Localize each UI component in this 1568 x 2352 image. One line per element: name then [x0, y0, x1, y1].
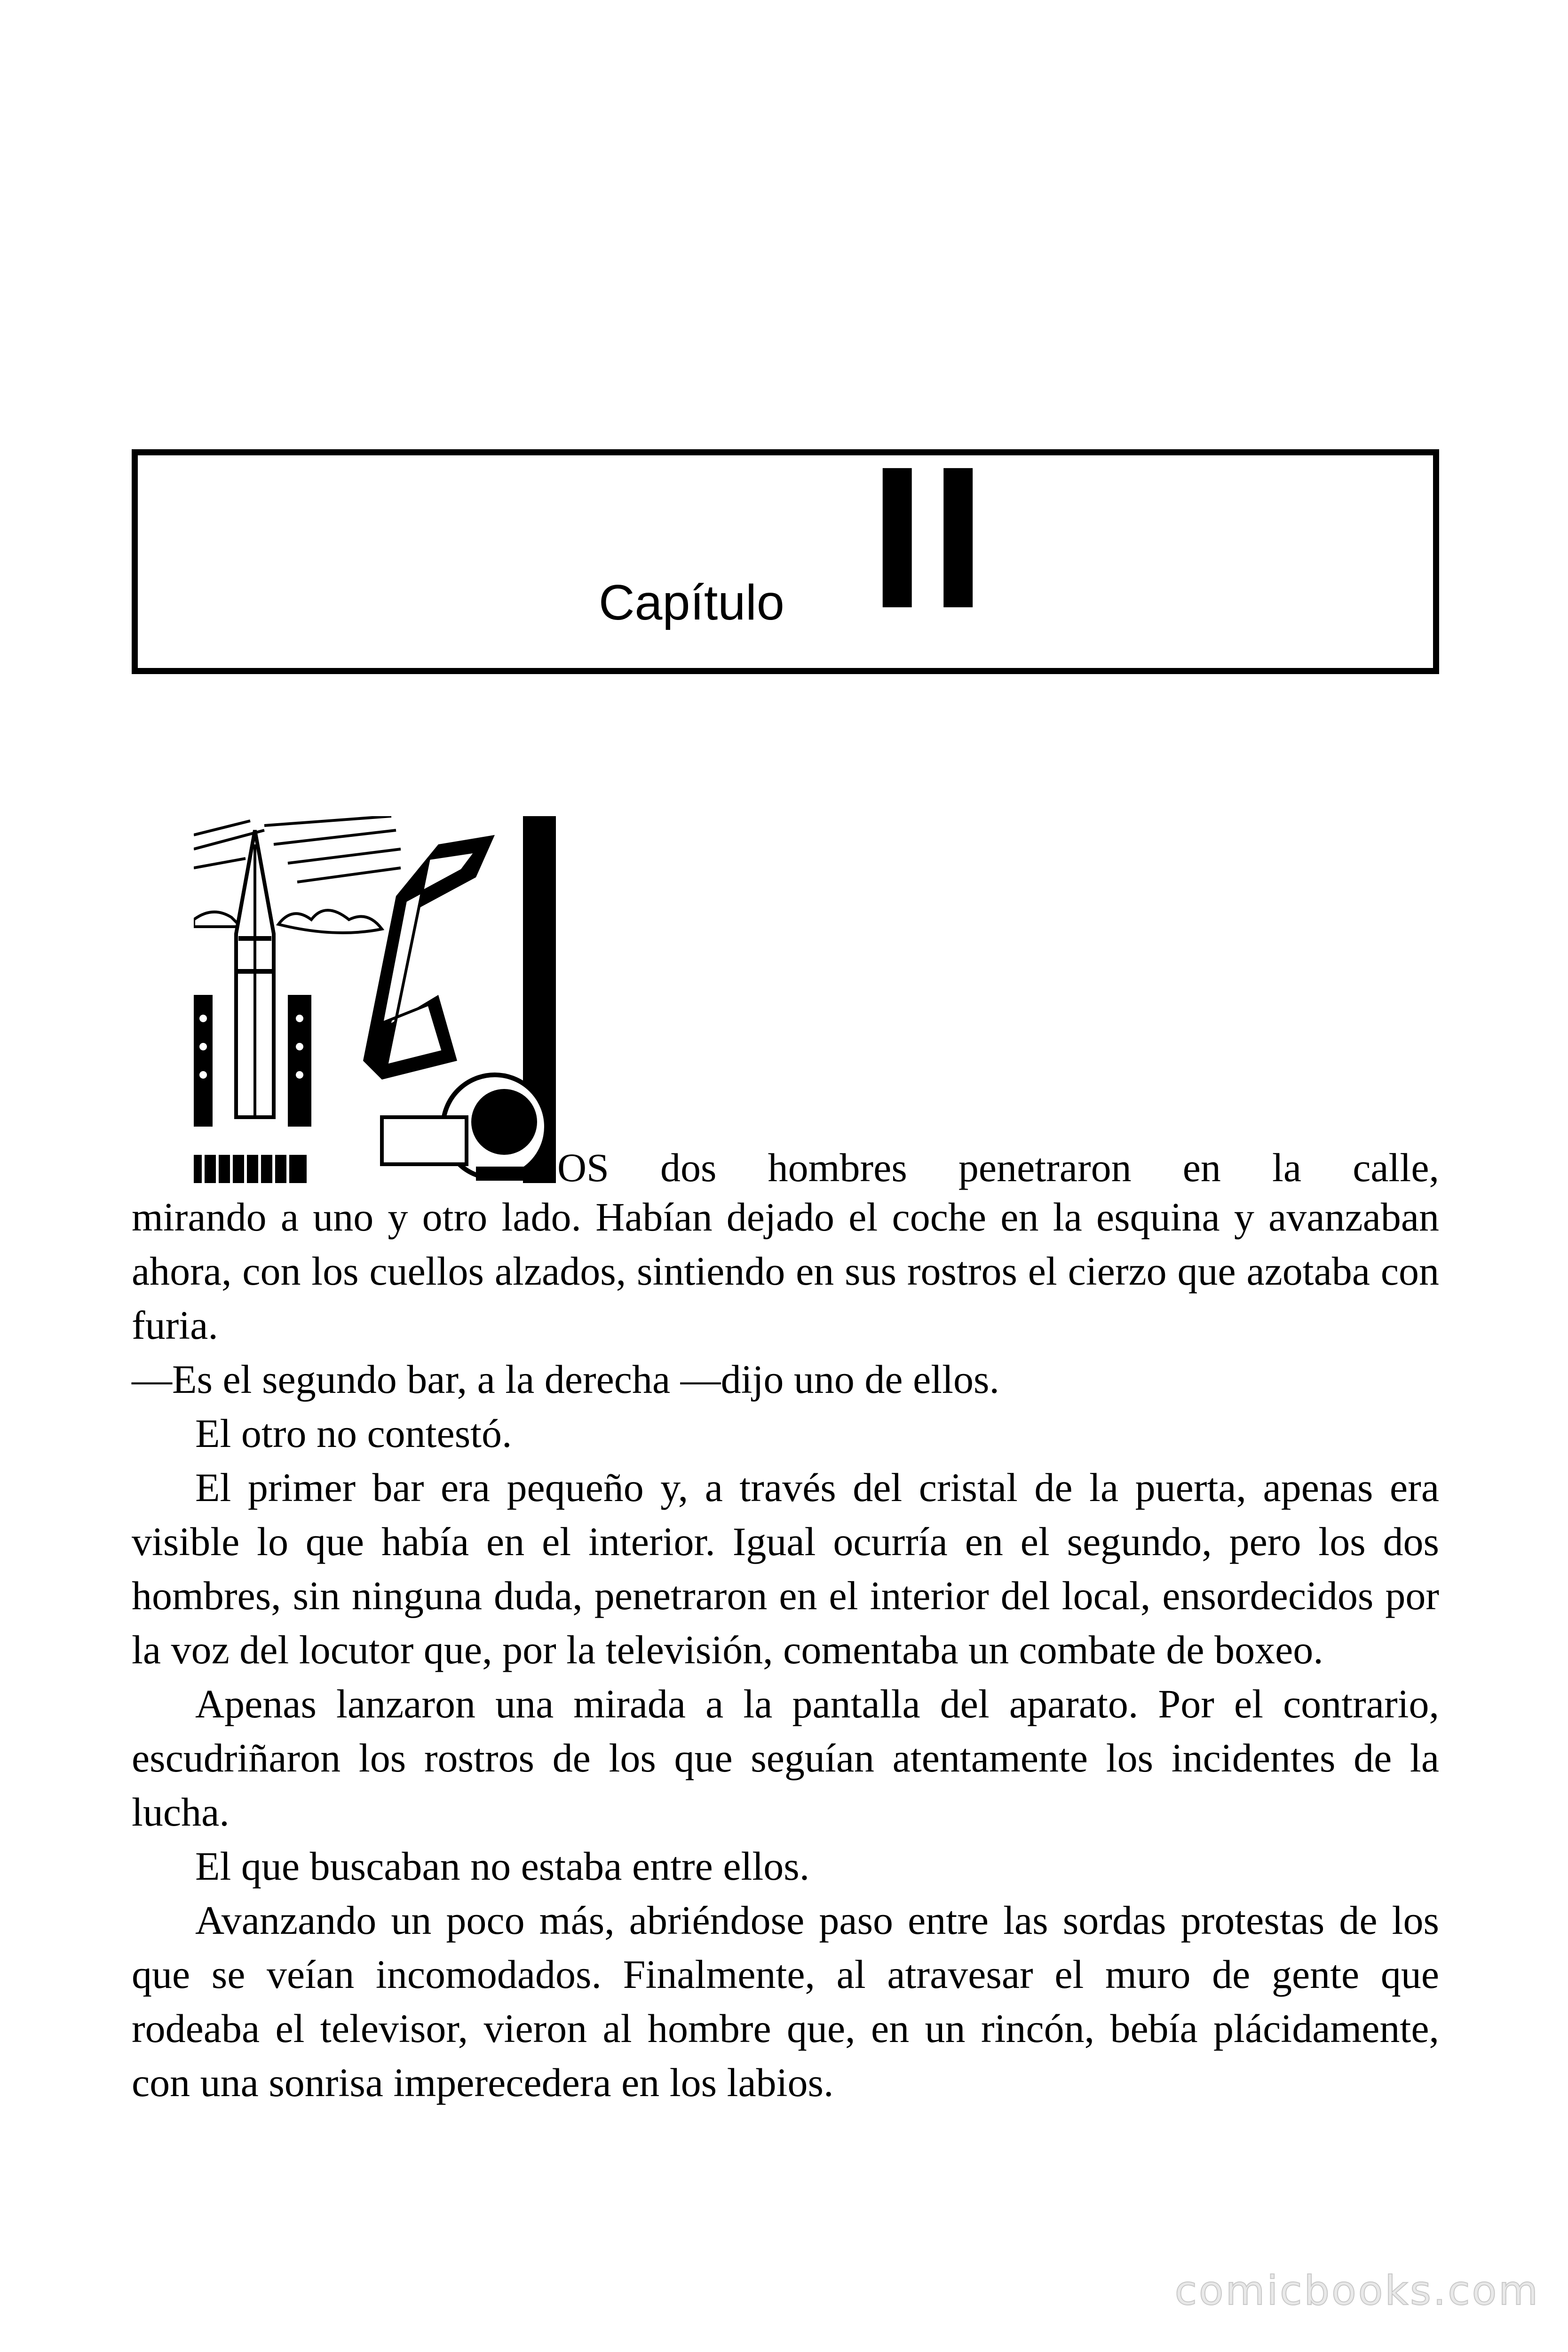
paragraph: Avanzando un poco más, abriéndose paso entre las sordas protestas de los que se veían incomodados. Finalmente, al atravesar el muro de gente que rodeaba el televisor, vieron al hombre que, en un rincón, bebía plácidamente, con una sonrisa imperecedera en los labios.	[132, 1898, 1439, 2105]
chapter-heading-box	[132, 425, 1439, 674]
paragraph: El primer bar era pequeño y, a través del cristal de la puerta, apenas era visible lo que había en el interior. Igual ocurría en el segundo, pero los dos hombres, sin ninguna duda, penetraron en el interior del local, ensordecidos por la voz del locutor que, por la televisión, comentaba un combate de boxeo.	[132, 1465, 1439, 1672]
paragraph: —Es el segundo bar, a la derecha —dijo uno de ellos.	[132, 1357, 1000, 1402]
chapter-word: Capítulo	[599, 575, 784, 630]
paragraph: El otro no contestó.	[195, 1411, 512, 1456]
rocket-launch-illustration-icon	[194, 816, 556, 1183]
paragraph: El que buscaban no estaba entre ellos.	[195, 1843, 810, 1889]
paragraph: Apenas lanzaron una mirada a la pantalla del aparato. Por el contrario, escudriñaron los rostros de los que seguían atentamente los incidentes de la lucha.	[132, 1681, 1439, 1835]
chapter-numeral: II	[869, 425, 991, 651]
paragraph-first-line: OS dos hombres penetraron en la calle,	[557, 1145, 1439, 1190]
watermark: comicbooks.com	[1174, 2267, 1540, 2314]
body-text	[132, 1190, 1439, 2110]
paragraph: mirando a uno y otro lado. Habían dejado el coche en la esquina y avanzaban ahora, con los cuellos alzados, sintiendo en sus rostros el cierzo que azotaba con furia.	[132, 1194, 1439, 1348]
